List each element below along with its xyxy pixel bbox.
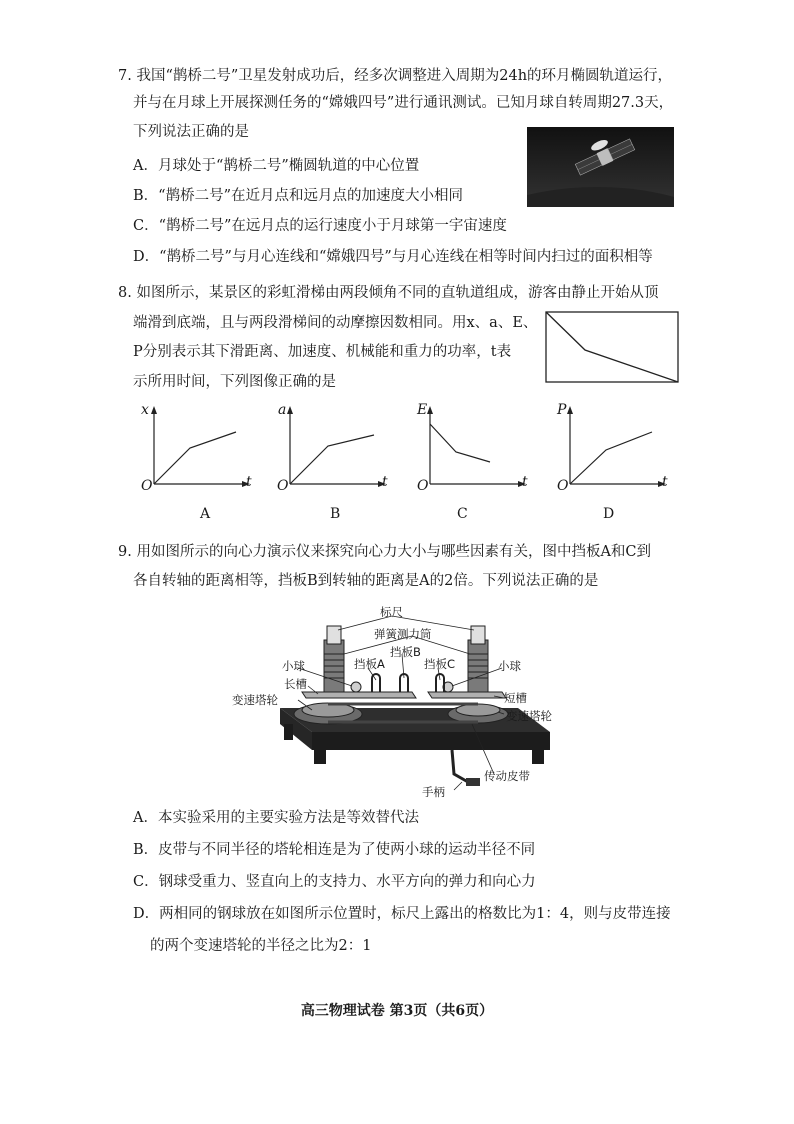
graph-a-origin: O [141, 478, 153, 494]
q8-line4: 示所用时间，下列图像正确的是 [133, 374, 336, 390]
label-long-slot: 长槽 [284, 677, 307, 691]
graph-a [140, 402, 255, 502]
graph-b-origin: O [277, 478, 289, 494]
q7-line1: 7. 我国“鹊桥二号”卫星发射成功后，经多次调整进入周期为24h的环月椭圆轨道运行， [118, 68, 673, 84]
graph-c [416, 402, 531, 502]
q8-line1: 8. 如图所示，某景区的彩虹滑梯由两段倾角不同的直轨道组成，游客由静止开始从顶 [118, 285, 659, 301]
q8-line3: P分别表示其下滑距离、加速度、机械能和重力的功率，t表 [133, 344, 512, 360]
q9-option-b: B．皮带与不同半径的塔轮相连是为了使两小球的运动半径不同 [133, 842, 536, 858]
label-belt: 传动皮带 [484, 769, 530, 783]
graph-d-ylabel: P [557, 402, 567, 418]
label-ball-right: 小球 [498, 659, 521, 673]
slide-diagram [545, 310, 680, 385]
label-plate-c: 挡板C [424, 657, 456, 671]
graph-c-xlabel: t [522, 474, 528, 490]
graph-d-origin: O [557, 478, 569, 494]
graph-c-origin: O [417, 478, 429, 494]
graph-d [556, 402, 671, 502]
page-footer: 高三物理试卷 第3页（共6页） [300, 1003, 494, 1019]
q7-line3: 下列说法正确的是 [133, 124, 249, 140]
label-pulley-right: 变速塔轮 [506, 709, 552, 723]
q7-option-b: B．“鹊桥二号”在近月点和远月点的加速度大小相同 [133, 188, 463, 204]
q9-option-d-cont: 的两个变速塔轮的半径之比为2：1 [150, 938, 372, 954]
label-plate-a: 挡板A [354, 657, 385, 671]
label-ball-left: 小球 [282, 659, 305, 673]
q9-line2: 各自转轴的距离相等，挡板B到转轴的距离是A的2倍。下列说法正确的是 [133, 573, 599, 589]
label-spring: 弹簧测力筒 [374, 627, 432, 641]
label-plate-b: 挡板B [390, 645, 421, 659]
q9-option-d: D．两相同的钢球放在如图所示位置时，标尺上露出的格数比为1：4，则与皮带连接 [133, 906, 671, 922]
graph-b-option: B [330, 506, 341, 522]
graph-b-ylabel: a [278, 402, 287, 418]
graph-a-xlabel: t [246, 474, 252, 490]
graph-d-option: D [603, 506, 615, 522]
q9-option-c: C．钢球受重力、竖直向上的支持力、水平方向的弹力和向心力 [133, 874, 536, 890]
label-handle: 手柄 [422, 785, 445, 799]
graph-a-ylabel: x [141, 402, 149, 418]
satellite-photo [527, 127, 674, 207]
graph-c-option: C [457, 506, 468, 522]
label-pulley-left: 变速塔轮 [232, 693, 278, 707]
graph-d-xlabel: t [662, 474, 668, 490]
label-ruler: 标尺 [380, 605, 403, 619]
graph-c-ylabel: E [417, 402, 428, 418]
graph-b-xlabel: t [382, 474, 388, 490]
q7-line2: 并与在月球上开展探测任务的“嫦娥四号”进行通讯测试。已知月球自转周期27.3天， [133, 95, 674, 111]
q7-option-c: C．“鹊桥二号”在远月点的运行速度小于月球第一宇宙速度 [133, 218, 507, 234]
graph-b [276, 402, 391, 502]
label-short-slot: 短槽 [504, 691, 527, 705]
q8-line2: 端滑到底端，且与两段滑梯间的动摩擦因数相同。用x、a、E、 [133, 315, 538, 331]
graph-a-option: A [200, 506, 211, 522]
q9-option-a: A．本实验采用的主要实验方法是等效替代法 [133, 810, 419, 826]
q7-option-a: A．月球处于“鹊桥二号”椭圆轨道的中心位置 [133, 158, 420, 174]
q7-option-d: D．“鹊桥二号”与月心连线和“嫦娥四号”与月心连线在相等时间内扫过的面积相等 [133, 249, 653, 265]
centripetal-force-apparatus [232, 604, 572, 800]
q9-line1: 9. 用如图所示的向心力演示仪来探究向心力大小与哪些因素有关，图中挡板A和C到 [118, 544, 652, 560]
